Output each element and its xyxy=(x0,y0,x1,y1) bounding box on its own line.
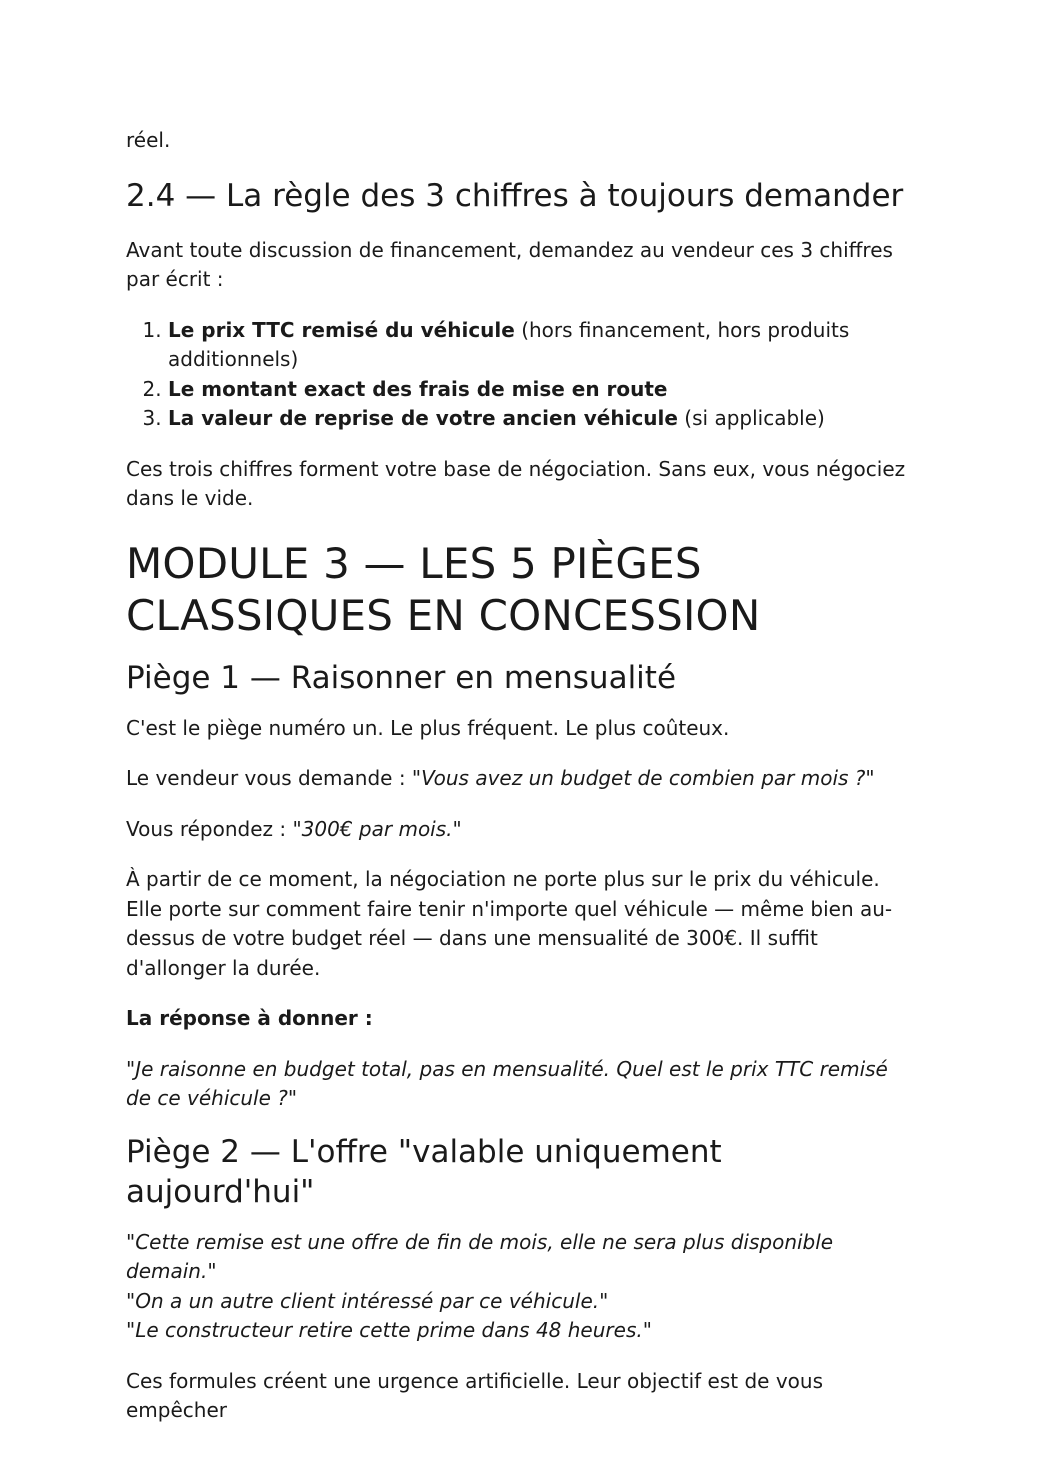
document-page xyxy=(126,126,916,1426)
list-item-bold: Le montant exact des frais de mise en route xyxy=(168,376,668,401)
piege-1-answer-quote xyxy=(126,1055,916,1114)
list-item-bold: Le prix TTC remisé du véhicule xyxy=(168,317,515,342)
piege-2-quote-line: "Cette remise est une offre de fin de mois, elle ne sera plus disponible demain." xyxy=(126,1229,834,1283)
list-item xyxy=(168,375,916,405)
piege-1-your-answer xyxy=(126,815,916,845)
list-item-rest: (si applicable) xyxy=(677,406,825,430)
section-2-4-intro: Avant toute discussion de financement, demandez au vendeur ces 3 chiffres par écrit : xyxy=(126,237,893,291)
your-answer-quote: "300€ par mois." xyxy=(292,816,462,841)
piege-2-heading: Piège 2 — L'offre "valable uniquement aujourd'hui" xyxy=(126,1133,722,1210)
piege-2-explanation: Ces formules créent une urgence artificielle. Leur objectif est de vous empêcher xyxy=(126,1368,824,1422)
piege-2-quotes xyxy=(126,1228,916,1346)
vendor-question-quote: "Vous avez un budget de combien par mois ?" xyxy=(411,766,875,790)
piege-2-quote-line: "Le constructeur retire cette prime dans 48 heures." xyxy=(126,1318,652,1342)
list-item-rest: (hors financement, hors produits additionnels) xyxy=(168,317,850,371)
your-answer-prefix: Vous répondez : xyxy=(126,816,293,841)
piege-1-intro: C'est le piège numéro un. Le plus fréquent. Le plus coûteux. xyxy=(126,715,730,740)
intro-fragment: réel. xyxy=(126,128,171,152)
piege-1-vendor-question xyxy=(126,764,916,794)
list-item xyxy=(168,316,916,375)
three-figures-list xyxy=(126,316,916,434)
piege-1-explanation: À partir de ce moment, la négociation ne porte plus sur le prix du véhicule. Elle porte sur comment faire tenir n'importe quel véhicule — même bien au-dessus de votre budget réel — dans une mensualité de 300€. Il suffit d'allonger la durée. xyxy=(126,867,893,980)
section-2-4-heading: 2.4 — La règle des 3 chiffres à toujours demander xyxy=(126,177,904,214)
answer-quote-italic: "Je raisonne en budget total, pas en mensualité. Quel est le prix TTC remisé de ce véhicule ?" xyxy=(126,1056,888,1110)
list-item xyxy=(168,404,916,434)
vendor-question-prefix: Le vendeur vous demande : xyxy=(126,766,412,790)
list-item-bold: La valeur de reprise de votre ancien véhicule xyxy=(168,406,678,430)
section-2-4-outro: Ces trois chiffres forment votre base de négociation. Sans eux, vous négociez dans le vide. xyxy=(126,456,906,510)
piege-1-answer-label xyxy=(126,1004,916,1034)
piege-2-quote-line: "On a un autre client intéressé par ce véhicule." xyxy=(126,1288,609,1313)
answer-label-bold: La réponse à donner : xyxy=(126,1006,373,1030)
module-3-heading: MODULE 3 — LES 5 PIÈGES CLASSIQUES EN CONCESSION xyxy=(126,538,761,640)
piege-1-heading: Piège 1 — Raisonner en mensualité xyxy=(126,659,677,696)
